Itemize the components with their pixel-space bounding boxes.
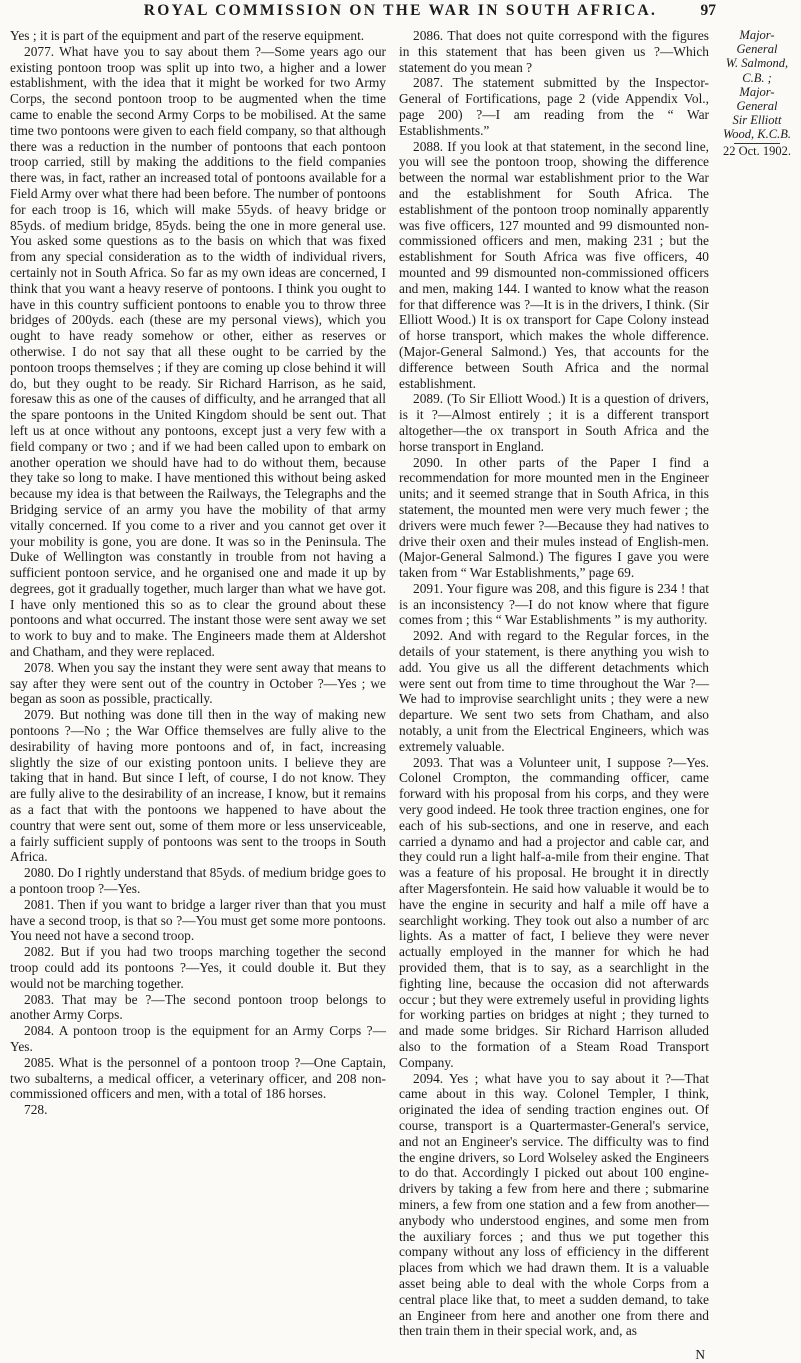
- margin-line: C.B. ;: [742, 70, 772, 85]
- page-header: [0, 2, 801, 22]
- paragraph: 2079. But nothing was done till then in the way of making new pontoons ?—No ; the War Office themselves are fully alive to the desirability of having more pontoons and of, in fact, increasing slightly the size of our existing pontoon units. I believe they are taking that in hand. But since I left, of course, I do not know. They are fully alive to the desirability of an increase, I know, but it remains as a fact that with the pontoons we happened to have about the country that were sent out, some of them more or less unserviceable, a fairly sufficient supply of pontoons was sent to the troops in South Africa.: [10, 707, 386, 865]
- paragraph: 2078. When you say the instant they were sent away that means to say after they were sent out of the country in October ?—Yes ; we began as soon as possible, practically.: [10, 659, 386, 707]
- paragraph: 2085. What is the personnel of a pontoon troop ?—One Captain, two subalterns, a medical officer, a veterinary officer, and 208 non-commissioned officers and men, with a total of 186 horses.: [10, 1054, 386, 1102]
- margin-line: Wood, K.C.B.: [723, 127, 791, 142]
- margin-line: W. Salmond,: [725, 56, 789, 71]
- paragraph: 2088. If you look at that statement, in the second line, you will see the pontoon troop, showing the difference between the normal war establishment prior to the War and the establishment for South Africa. The establishment of the pontoon troop nominally apparently was five officers, 127 mounted and 99 dismounted non-commissioned officers and men, making 231 ; but the establishment for South Africa was five officers, 40 mounted and 99 dismounted non-commissioned officers and men, making 144. I wanted to know what the reason for that difference was ?—It is in the drivers, I think. (Sir Elliott Wood.) It is ox transport for Cape Colony instead of horse transport, which makes the whole difference. (Major-General Salmond.) Yes, that accounts for the difference between South Africa and the normal establishment.: [399, 138, 709, 391]
- paragraph: 2090. In other parts of the Paper I find a recommendation for more mounted men in the Engineer units; and it seemed strange that in South Africa, in this statement, the mounted men were very much fewer ; the drivers were much fewer ?—Because they had natives to drive their oxen and their mules instead of English-men. (Major-General Salmond.) The figures I gave you were taken from “ War Establishments,” page 69.: [399, 454, 709, 581]
- running-title: ROYAL COMMISSION ON THE WAR IN SOUTH AFRICA.: [143, 2, 658, 19]
- paragraph: 2080. Do I rightly understand that 85yds. of medium bridge goes to a pontoon troop ?—Yes.: [10, 865, 386, 897]
- margin-line: Major-: [739, 28, 775, 42]
- paragraph: 2089. (To Sir Elliott Wood.) It is a question of drivers, is it ?—Almost entirely ; it is a different transport altogether—the ox transport in South Africa and the horse transport in England.: [399, 391, 709, 454]
- margin-note: [716, 28, 798, 158]
- paragraph: 2087. The statement submitted by the Inspector-General of Fortifications, page 2 (vide Appendix Vol., page 200) ?—I am reading from the “ War Establishments.”: [399, 75, 709, 138]
- paragraph: Yes ; it is part of the equipment and part of the reserve equipment.: [10, 28, 365, 43]
- paragraph: 2082. But if you had two troops marching together the second troop could add its pontoons ?—Yes, it could double it. But they would not be marching together.: [10, 944, 386, 991]
- paragraph: 2093. That was a Volunteer unit, I suppose ?—Yes. Colonel Crompton, the commanding officer, came forward with his proposal from his corps, and they were very good indeed. He took three traction engines, one for each of his sub-sections, and one in reserve, and each carried a dynamo and had a projector and cable car, and they could run a light half-a-mile from their engine. That was a feature of his proposal. He brought it in directly after Magersfontein. He said how valuable it would be to have the engine in security and half a mile off have a searchlight working. They took out also a number of arc lights. As a matter of fact, I believe they were never actually employed in the manner for which he had provided them, that is to say, as a searchlight in the fighting line, because the occasion did not afterwards occur ; but they were extremely useful in providing lights for working parties on bridges at night ; they turned to and made some bridges. Sir Richard Harrison alluded also to the formation of a Steam Road Transport Company.: [399, 754, 709, 1070]
- margin-line: General: [736, 99, 778, 114]
- paragraph: 2094. Yes ; what have you to say about it ?—That came about in this way. Colonel Templer, I think, originated the idea of sending traction engines out. Of course, transport is a Quartermaster-General's service, and not an Engineer's service. The difficulty was to find the engine drivers, so Lord Wolseley asked the Engineers to do that. Accordingly I picked out about 100 engine-drivers by taking a few from here and there ; submarine miners, a few from one station and a few from another—anybody who understood engines, and some men from the auxiliary forces ; and thus we put together this company without any loss of efficiency in the different places from which we had drawn them. It is a valuable asset being able to deal with the whole Corps from a central place like that, to meet a sudden demand, to take an Engineer from here and another one from there and then train them in their special work, and, as: [399, 1070, 709, 1339]
- left-column: [10, 28, 386, 1338]
- margin-line: Major-: [739, 84, 775, 99]
- paragraph: 2083. That may be ?—The second pontoon troop belongs to another Army Corps.: [10, 991, 386, 1023]
- paragraph: 2084. A pontoon troop is the equipment for an Army Corps ?—Yes.: [10, 1023, 386, 1054]
- margin-date: 22 Oct. 1902.: [722, 143, 792, 158]
- paragraph: 2086. That does not quite correspond with the figures in this statement that has been given us ?—Which statement do you mean ?: [399, 28, 709, 75]
- margin-line: General: [736, 42, 778, 57]
- paragraph: 2092. And with regard to the Regular forces, in the details of your statement, is there anything you wish to add. You give us all the different detachments which were sent out from time to time throughout the War ?—We had to improvise searchlight units ; they were a new departure. We sent two sets from Chatham, and also notably, a unit from the Electrical Engineers, which was extremely valuable.: [399, 628, 709, 754]
- page-number: 97: [700, 2, 716, 19]
- paragraph: 2077. What have you to say about them ?—Some years ago our existing pontoon troop was split up into two, a higher and a lower establishment, with the idea that it might be worked for two Army Corps, the second pontoon troop to be augmented when the time came to enable the second Army Corps to be mobilised. At the same time two pontoons were given to each field company, so that although there was a reduction in the number of pontoons that each pontoon troop carried, still by making the additions to the field companies there was, in fact, rather an increased total of pontoons available for a Field Army over what there had been before. The number of pontoons for each troop is 16, which will make 55yds. of heavy bridge or 85yds. of medium bridge, 85yds. being the one in more general use. You asked some questions as to the basis on which that was fixed from any special consideration as to the width of individual rivers, certainly not in South Africa. So far as my own ideas are concerned, I think that you want a heavy reserve of pontoons. I think you ought to have in this country sufficient pontoons to enable you to throw three bridges of 200yds. each (these are my personal views), which you ought to have ready somehow or other, either as reserves or otherwise. I do not say that all these ought to be carried by the pontoon troops themselves ; if they are coming up close behind it will do, but they ought to be ready. Sir Richard Harrison, as he said, foresaw this as one of the causes of difficulty, and he arranged that all the spare pontoons in the United Kingdom should be sent out. That left us at once without any pontoons, except just a very few with a field company or two ; and if we had been called upon to embark on another operation we should have had to do without them, because they take so long to make. I have mentioned this without being asked because my idea is that between the Railways, the Telegraphs and the Bridging service of an army you have the mobility of that army vitally concerned. If you come to a river and you cannot get over it your mobility is gone, you are done. It was so in the Peninsula. The Duke of Wellington was constantly in trouble from not having a sufficient pontoon service, and he organised one and made it up by degrees, got it gradually together, much larger than what we have got. I have only mentioned this so as to clear the ground about these pontoons and what occurred. The instant those were sent away we set to work to buy and to make. The Engineers made them at Aldershot and Chatham, and they were replaced.: [10, 43, 386, 660]
- paragraph: 2081. Then if you want to bridge a larger river than that you must have a second troop, is that so ?—You must get some more pontoons. You need not have a second troop.: [10, 896, 386, 944]
- margin-line: Sir Elliott: [732, 113, 782, 128]
- right-column: [399, 28, 709, 1363]
- paragraph: 2091. Your figure was 208, and this figure is 234 ! that is an inconsistency ?—I do not know where that figure comes from ; this “ War Establishments ” is my authority.: [399, 580, 709, 628]
- signature-letter: N: [695, 1347, 705, 1363]
- footer-reference: 728.: [24, 1102, 48, 1118]
